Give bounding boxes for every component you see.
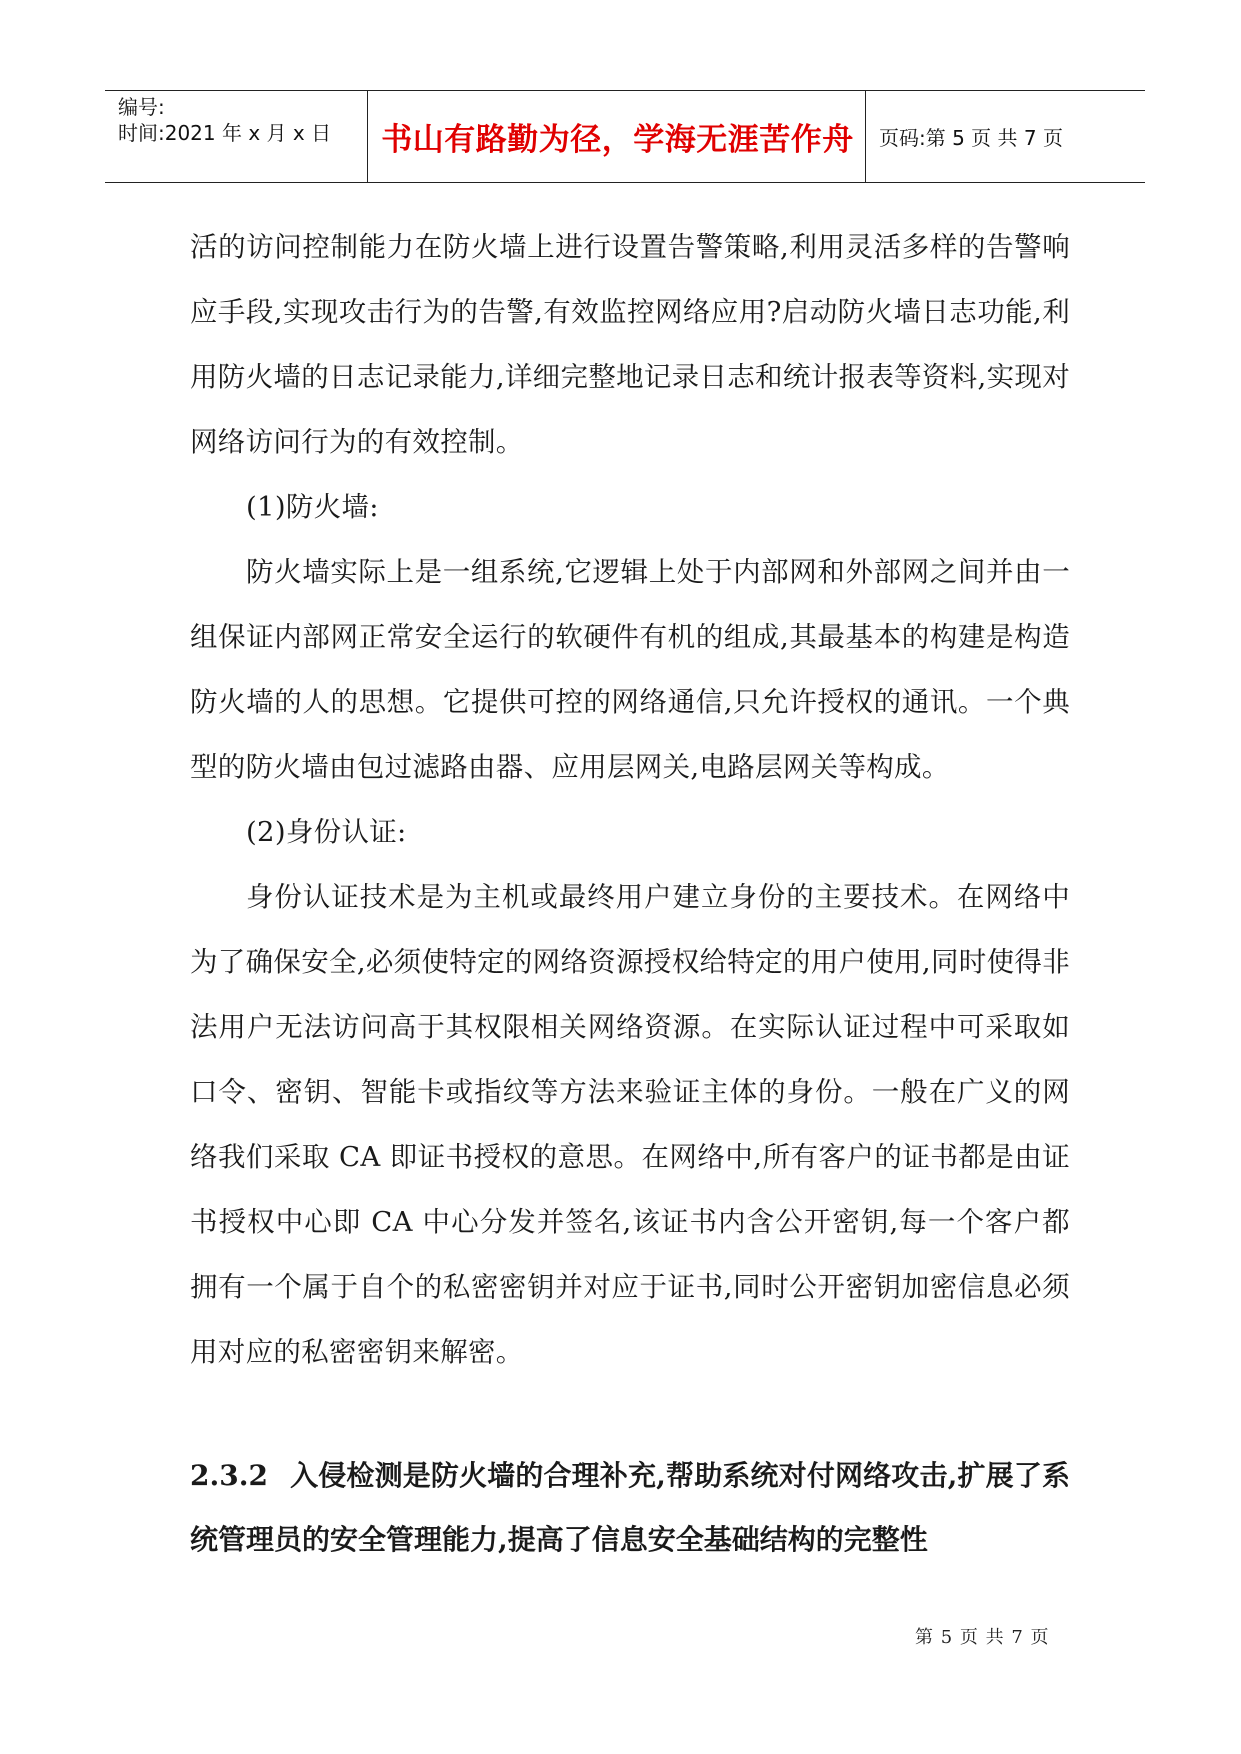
- paragraph-firewall: 防火墙实际上是一组系统,它逻辑上处于内部网和外部网之间并由一组保证内部网正常安全运行的软硬件有机的组成,其最基本的构建是构造防火墙的人的思想。它提供可控的网络通信,只允许授权的通讯。一个典型的防火墙由包过滤路由器、应用层网关,电路层网关等构成。: [190, 556, 1070, 783]
- section-number: 2.3.2: [190, 1459, 268, 1492]
- header-page-info: 页码:第 5 页 共 7 页: [879, 125, 1063, 150]
- paragraph-authentication: 身份认证技术是为主机或最终用户建立身份的主要技术。在网络中为了确保安全,必须使特定的网络资源授权给特定的用户使用,同时使得非法用户无法访问高于其权限相关网络资源。在实际认证过程中可采取如口令、密钥、智能卡或指纹等方法来验证主体的身份。一般在广义的网络我们采取 CA 即证书授权的意思。在网络中,所有客户的证书都是由证书授权中心即 CA 中心分发并签名,该证书内含公开密钥,每一个客户都拥有一个属于自个的私密密钥并对应于证书,同时公开密钥加密信息必须用对应的私密密钥来解密。: [190, 881, 1070, 1368]
- document-number-label: 编号:: [118, 95, 165, 119]
- subheading-authentication: (2)身份认证:: [246, 816, 407, 848]
- section-heading: [190, 1444, 1070, 1572]
- subheading-firewall: (1)防火墙:: [246, 491, 379, 523]
- header-divider-left: [367, 91, 368, 182]
- page-header: [105, 90, 1145, 183]
- paragraph-firewall-policy: 活的访问控制能力在防火墙上进行设置告警策略,利用灵活多样的告警响应手段,实现攻击行为的告警,有效监控网络应用?启动防火墙日志功能,利用防火墙的日志记录能力,详细完整地记录日志和统计报表等资料,实现对网络访问行为的有效控制。: [190, 231, 1070, 458]
- header-divider-right: [865, 91, 866, 182]
- header-motto: 书山有路勤为径，学海无涯苦作舟: [381, 121, 854, 158]
- header-meta: [118, 94, 331, 146]
- page-footer: 第 5 页 共 7 页: [915, 1627, 1050, 1648]
- document-time-label: 时间:2021 年 x 月 x 日: [118, 121, 332, 145]
- document-body: [190, 215, 1070, 1385]
- section-title: 入侵检测是防火墙的合理补充,帮助系统对付网络攻击,扩展了系统管理员的安全管理能力,提高了信息安全基础结构的完整性: [190, 1459, 1070, 1556]
